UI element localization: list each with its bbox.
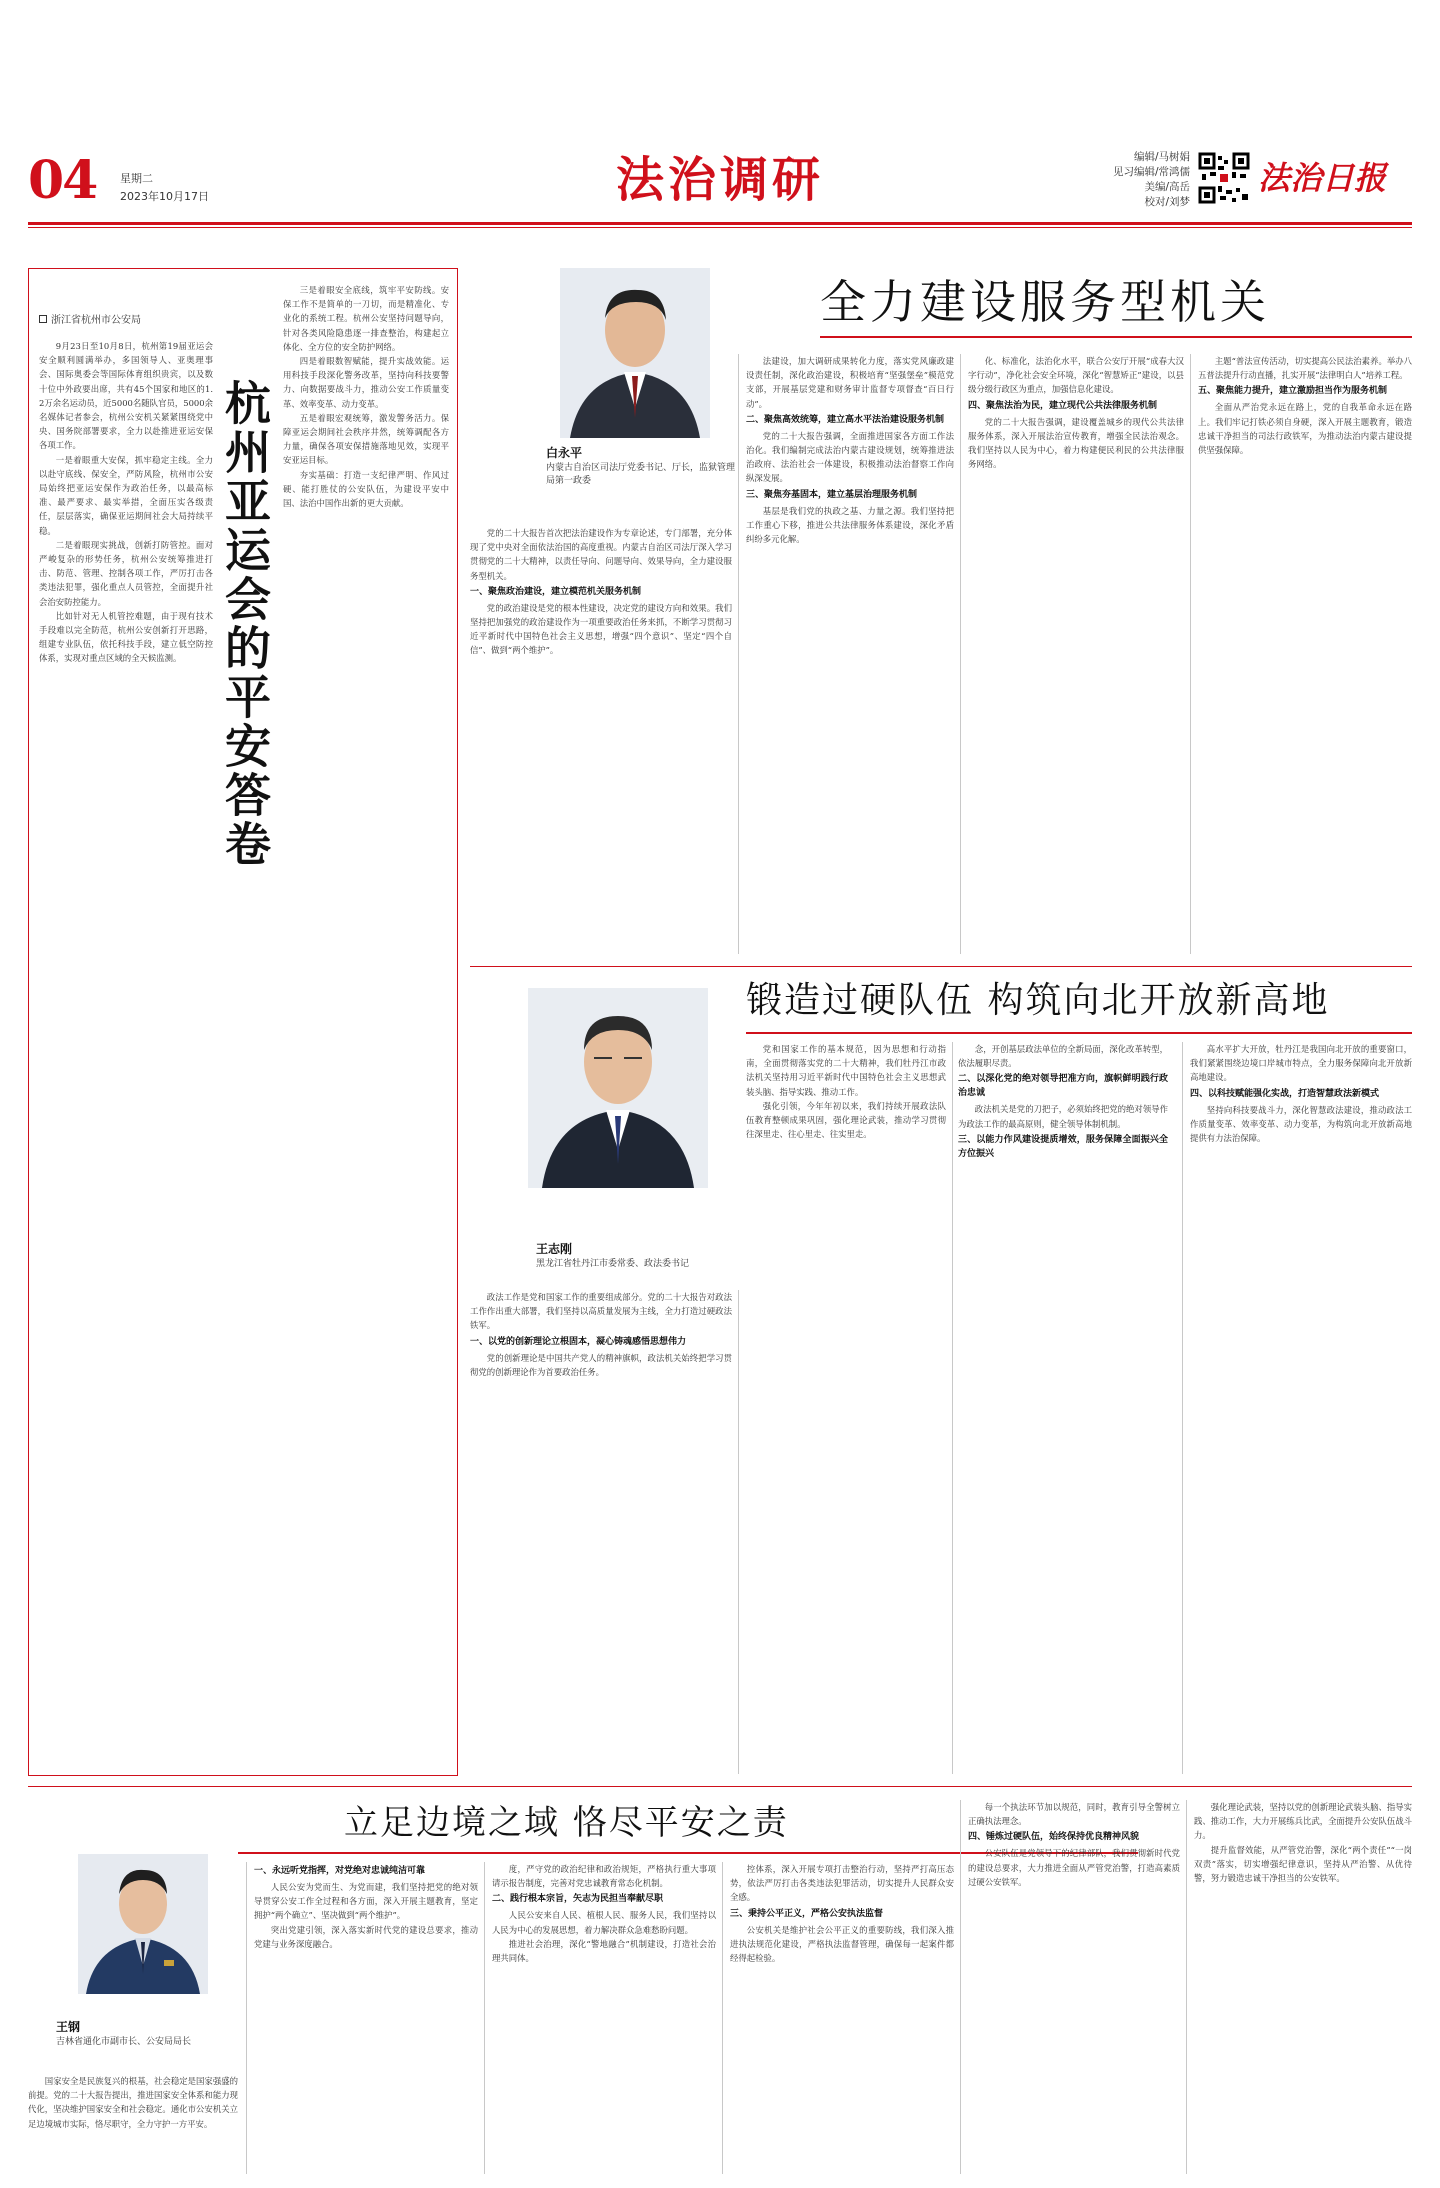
- paragraph: 推进社会治理，深化“警地融合”机制建设，打造社会治理共同体。: [492, 1938, 716, 1964]
- masthead: [0, 150, 1440, 220]
- section-heading: 四、以科技赋能强化实战，打造智慧政法新模式: [1190, 1088, 1380, 1099]
- paragraph: 坚持向科技要战斗力，深化智慧政法建设，推动政法工作质量变革、效率变革、动力变革，为构筑向北开放新高地提供有力法治保障。: [1190, 1104, 1412, 1144]
- paragraph: 念，开创基层政法单位的全新局面，深化改革转型，依法履职尽责。: [958, 1044, 1168, 1069]
- article-col4: [968, 1800, 1180, 2174]
- article-title: 锻造过硬队伍 构筑向北开放新高地: [746, 980, 1330, 1021]
- paragraph: 三是着眼安全底线，筑牢平安防线。安保工作不是简单的一刀切，而是精准化、专业化的系统工程。杭州公安坚持问题导向，针对各类风险隐患逐一排查整治，构建起立体化、全方位的安全防护网络。: [283, 285, 449, 352]
- author-title: 黑龙江省牡丹江市委常委、政法委书记: [536, 1259, 690, 1269]
- paragraph: 强化引领，今年年初以来，我们持续开展政法队伍教育整顿成果巩固，强化理论武装，推动学习贯彻往深里走、往心里走、往实里走。: [746, 1100, 946, 1140]
- paragraph: 政法机关是党的刀把子，必须始终把党的绝对领导作为政法工作的最高原则，健全领导体制机制。: [958, 1104, 1168, 1129]
- qr-code-icon: [1198, 152, 1250, 204]
- article-forge-team: [470, 976, 1412, 1776]
- article-byline: [39, 311, 141, 326]
- paragraph: 比如针对无人机管控难题，由于现有技术手段难以完全防范，杭州公安创新打开思路，组建专业队伍，依托科技手段，建立低空防控体系，实现对重点区域的全天候监测。: [39, 610, 213, 664]
- column-rule: [738, 354, 739, 954]
- article-intro: [470, 526, 732, 954]
- paragraph: 控体系，深入开展专项打击整治行动，坚持严打高压态势，依法严厉打击各类违法犯罪活动，切实提升人民群众安全感。: [730, 1864, 954, 1903]
- paragraph: 公安机关是维护社会公平正义的重要防线，我们深入推进执法规范化建设，严格执法监督管理，确保每一起案件都经得起检验。: [730, 1924, 954, 1964]
- paragraph: 党的二十大报告强调，全面推进国家各方面工作法治化。我们编制完成法治内蒙古建设规划，统筹推进法治政府、法治社会一体建设，积极推动法治督察工作向纵深发展。: [746, 430, 954, 484]
- section-heading: 一、永远听党指挥，对党绝对忠诚纯洁可靠: [254, 1866, 426, 1876]
- paragraph: 人民公安来自人民、植根人民、服务人民，我们坚持以人民为中心的发展思想，着力解决群众急难愁盼问题。: [492, 1910, 716, 1935]
- article-title-vertical: 杭州亚运会的平安答卷: [218, 379, 272, 869]
- paragraph: 二是着眼现实挑战，创新打防管控。面对严峻复杂的形势任务，杭州公安统筹推进打击、防范、管理、控制各项工作，严厉打击各类违法犯罪，强化重点人员管控，全面提升社会治安防控能力。: [39, 539, 213, 607]
- paragraph: 公安队伍是党领导下的纪律部队，我们贯彻新时代党的建设总要求，大力推进全面从严管党治警，打造高素质过硬公安铁军。: [968, 1848, 1180, 1887]
- title-underline: [820, 336, 1412, 338]
- article-hangzhou: [28, 268, 458, 1776]
- paragraph: 党的政治建设是党的根本性建设，决定党的建设方向和效果。我们坚持把加强党的政治建设作为一项重要政治任务来抓，不断学习贯彻习近平新时代中国特色社会主义思想，增强“四个意识”、坚定“四个自信”、做到“两个维护”。: [470, 602, 732, 656]
- column-rule: [960, 1800, 961, 2174]
- paragraph: 9月23日至10月8日，杭州第19届亚运会安全顺利圆满举办，多国领导人、亚奥理事会、国际奥委会等国际体育组织贵宾，以及数十位中外政要出席，共有45个国家和地区的1.2万余名运动员，近5000名随队官员，5000余名媒体记者参会，杭州公安机关紧紧围绕党中央、国务院部署要求，全力以赴推进亚运安保各项工作。: [39, 341, 213, 451]
- article-intro: [28, 2074, 238, 2174]
- author-name: 王志刚: [536, 1242, 573, 1256]
- paragraph: 全面从严治党永远在路上，党的自我革命永远在路上。我们牢记打铁必须自身硬，深入开展主题教育，锻造忠诚干净担当的司法行政铁军，为推动法治内蒙古建设提供坚强保障。: [1198, 402, 1412, 456]
- author-portrait: [78, 1854, 208, 1994]
- paragraph: 基层是我们党的执政之基、力量之源。我们坚持把工作重心下移，推进公共法律服务体系建设，深化矛盾纠纷多元化解。: [746, 505, 954, 545]
- paragraph: 突出党建引领，深入落实新时代党的建设总要求，推动党建与业务深度融合。: [254, 1924, 478, 1949]
- byline-box-icon: [39, 315, 47, 323]
- masthead-rule-thick: [28, 222, 1412, 225]
- weekday: 星期二: [120, 172, 153, 185]
- article-col3: [968, 354, 1184, 954]
- article-service-agency: [470, 268, 1412, 958]
- article-col3: [730, 1862, 954, 2174]
- section-heading: 一、聚焦政治建设，建立模范机关服务机制: [470, 586, 642, 597]
- paragraph: 夯实基础：打造一支纪律严明、作风过硬、能打胜仗的公安队伍，为建设平安中国、法治中国作出新的更大贡献。: [283, 469, 449, 509]
- paragraph: 一是着眼重大安保，抓牢稳定主线。全力以赴守底线、保安全，严防风险，杭州市公安局始终把亚运安保作为政治任务，以最高标准、最严要求、最实举措，全面压实各级责任，层层落实，确保亚运期间社会大局持续平稳。: [39, 454, 213, 536]
- column-rule: [484, 1862, 485, 2174]
- author-portrait: [528, 988, 708, 1188]
- section-heading: 二、聚焦高效统筹，建立高水平法治建设服务机制: [746, 414, 945, 425]
- column-rule: [952, 1042, 953, 1774]
- paragraph: 党的二十大报告首次把法治建设作为专章论述，专门部署，充分体现了党中央对全面依法治国的高度重视。内蒙古自治区司法厅深入学习贯彻党的二十大精神，以责任导向、问题导向、效果导向，全力建设服务型机关。: [470, 528, 732, 581]
- article-col4: [1198, 354, 1412, 954]
- section-heading: 四、锤炼过硬队伍，始终保持优良精神风貌: [968, 1832, 1140, 1843]
- paragraph: 法建设，加大调研成果转化力度，落实党风廉政建设责任制，深化政治建设，积极培育“坚强堡垒”模范党支部，开展基层党建和财务审计监督专项督查“百日行动”。: [746, 356, 954, 409]
- page-number: 04: [28, 150, 97, 211]
- article-body-col2: [283, 283, 449, 1769]
- section-divider: [28, 1786, 1412, 1787]
- credit-editor: 编辑/马树娟: [1133, 151, 1190, 163]
- paragraph: 党的创新理论是中国共产党人的精神旗帜，政法机关始终把学习贯彻党的创新理论作为首要政治任务。: [470, 1352, 732, 1377]
- article-col2: [492, 1862, 716, 2174]
- article-title: 全力建设服务型机关: [820, 275, 1270, 329]
- article-col1: [254, 1862, 478, 2174]
- paragraph: 提升监督效能，从严管党治警，深化“两个责任”“一岗双责”落实，切实增强纪律意识，坚持从严治警、从优待警，努力锻造忠诚干净担当的公安铁军。: [1194, 1844, 1412, 1884]
- author-portrait: [560, 268, 710, 438]
- column-rule: [1182, 1042, 1183, 1774]
- section-heading: 五、聚焦能力提升，建立激励担当作为服务机制: [1198, 386, 1388, 397]
- section-divider: [470, 966, 1412, 967]
- paragraph: 强化理论武装，坚持以党的创新理论武装头脑、指导实践、推动工作，大力开展练兵比武，全面提升公安队伍战斗力。: [1194, 1802, 1412, 1841]
- column-rule: [1190, 354, 1191, 954]
- paragraph: 国家安全是民族复兴的根基，社会稳定是国家强盛的前提。党的二十大报告提出，推进国家安全体系和能力现代化，坚决维护国家安全和社会稳定。通化市公安机关立足边境城市实际，恪尽职守，全力守护一方平安。: [28, 2076, 238, 2129]
- title-underline: [746, 1032, 1412, 1034]
- section-heading: 二、以深化党的绝对领导把准方向，旗帜鲜明践行政治忠诚: [958, 1074, 1168, 1099]
- section-heading: 二、践行根本宗旨，矢志为民担当奉献尽职: [492, 1894, 664, 1905]
- paragraph: 政法工作是党和国家工作的重要组成部分。党的二十大报告对政法工作作出重大部署，我们坚持以高质量发展为主线，全力打造过硬政法铁军。: [470, 1292, 732, 1331]
- editor-credits: [1040, 150, 1190, 210]
- article-col3: [958, 1042, 1168, 1774]
- paragraph: 人民公安为党而生、为党而建，我们坚持把党的绝对领导贯穿公安工作全过程和各方面，深入开展主题教育，坚定拥护“两个确立”、坚决做到“两个维护”。: [254, 1882, 478, 1921]
- section-title: 法治调研: [615, 152, 824, 208]
- paragraph: 每一个执法环节加以规范，同时，教育引导全警树立正确执法理念。: [968, 1802, 1180, 1827]
- article-col2: [746, 354, 954, 954]
- issue-date: 2023年10月17日: [120, 190, 209, 203]
- article-border-city: [28, 1796, 1412, 2176]
- byline-text: 浙江省杭州市公安局: [51, 315, 141, 326]
- article-body-col1: [39, 339, 213, 1769]
- credit-trainee-editor: 见习编辑/常鸿儒: [1112, 166, 1190, 178]
- paragraph: 高水平扩大开放，牡丹江是我国向北开放的重要窗口，我们紧紧围绕边境口岸城市特点，全力服务保障向北开放新高地建设。: [1190, 1044, 1412, 1083]
- section-heading: 三、聚焦夯基固本，建立基层治理服务机制: [746, 489, 918, 500]
- author-title: 内蒙古自治区司法厅党委书记、厅长，监狱管理局第一政委: [546, 463, 736, 486]
- paragraph: 主题“普法宣传活动，切实提高公民法治素养。举办八五普法提升行动直播，扎实开展“法律明白人”培养工程。: [1198, 356, 1412, 381]
- author-name: 白永平: [546, 446, 583, 460]
- paper-name-logo: 法治日报: [1258, 159, 1387, 197]
- paragraph: 度，严守党的政治纪律和政治规矩，严格执行重大事项请示报告制度，完善对党忠诚教育常态化机制。: [492, 1864, 716, 1889]
- paragraph: 四是着眼数智赋能，提升实战效能。运用科技手段深化警务改革，坚持向科技要警力、向数据要战斗力，推动公安工作质量变革、效率变革、动力变革。: [283, 356, 449, 409]
- paragraph: 五是着眼宏观统筹，激发警务活力。保障亚运会期间社会秩序井然，统筹调配各方力量，确保各项安保措施落地见效，实现平安亚运目标。: [283, 412, 449, 466]
- column-rule: [722, 1862, 723, 2174]
- section-heading: 三、秉持公平正义，严格公安执法监督: [730, 1908, 884, 1919]
- paragraph: 化、标准化，法治化水平，联合公安厅开展“成春大汉字行动”，净化社会安全环境，深化“智慧矫正”建设，以县级分级行政区为重点，加强信息化建设。: [968, 356, 1184, 395]
- section-heading: 三、以能力作风建设提质增效，服务保障全面振兴全方位振兴: [958, 1134, 1168, 1159]
- article-col2: [470, 1290, 732, 1774]
- article-col5: [1194, 1800, 1412, 2174]
- author-name: 王钢: [56, 2020, 81, 2034]
- column-rule: [960, 354, 961, 954]
- article-col4: [1190, 1042, 1412, 1774]
- masthead-rule-thin: [28, 227, 1412, 228]
- article-col1: [746, 1042, 946, 1278]
- column-rule: [1186, 1800, 1187, 2174]
- column-rule: [738, 1290, 739, 1774]
- column-rule: [246, 1862, 247, 2174]
- paragraph: 党和国家工作的基本规范，因为思想和行动指南，全面贯彻落实党的二十大精神，我们牡丹江市政法机关坚持用习近平新时代中国特色社会主义思想武装头脑、指导实践、推动工作。: [746, 1044, 946, 1097]
- article-title: 立足边境之域 恪尽平安之责: [344, 1803, 789, 1843]
- author-title: 吉林省通化市副市长、公安局局长: [56, 2037, 192, 2047]
- paragraph: 党的二十大报告强调，建设覆盖城乡的现代公共法律服务体系，深入开展法治宣传教育，增强全民法治观念。我们坚持以人民为中心，着力构建便民利民的公共法律服务网络。: [968, 416, 1184, 470]
- section-heading: 一、以党的创新理论立根固本，凝心铸魂感悟思想伟力: [470, 1336, 687, 1347]
- credit-art-editor: 美编/高岳: [1144, 181, 1190, 193]
- section-heading: 四、聚焦法治为民，建立现代公共法律服务机制: [968, 400, 1158, 411]
- credit-proofreader: 校对/刘梦: [1144, 196, 1190, 208]
